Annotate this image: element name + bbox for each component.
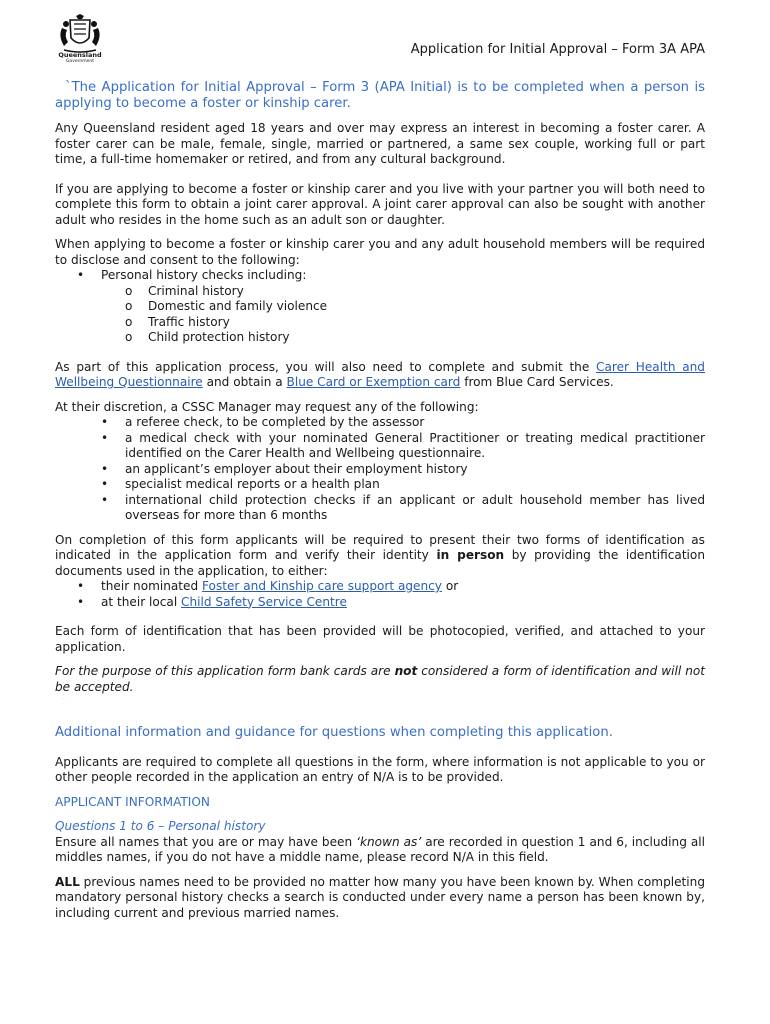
text-span: Ensure all names that you are or may have been bbox=[55, 834, 357, 849]
list-item: o Child protection history bbox=[55, 330, 705, 346]
discretion-list bbox=[55, 415, 705, 524]
list-item bbox=[55, 268, 705, 346]
list-item: o Traffic history bbox=[55, 315, 705, 331]
text-span: or bbox=[441, 579, 459, 593]
list-item: • international child protection checks if an applicant or adult household member has lived overseas for more than 6 months bbox=[55, 493, 705, 524]
emphasis-text: in person bbox=[436, 548, 505, 562]
text-span: and obtain a bbox=[202, 375, 287, 389]
carer-health-questionnaire-link[interactable]: Carer Health and Wellbeing Questionnaire bbox=[55, 359, 705, 389]
disclosure-list bbox=[55, 268, 705, 346]
list-item: o Criminal history bbox=[55, 284, 705, 300]
text-span: On completion of this form applicants will be required to present their two forms of identification as indicated in the application form and verify their identity bbox=[55, 532, 705, 562]
document-body bbox=[55, 80, 705, 921]
manager-discretion-paragraph: At their discretion, a CSSC Manager may request any of the following: bbox=[55, 399, 479, 414]
list-item: • a medical check with your nominated General Practitioner or treating medical practitioner identified on the Carer Health and Wellbeing questionnaire. bbox=[55, 431, 705, 462]
backtick-mark: ` bbox=[65, 80, 72, 95]
list-item: o Domestic and family violence bbox=[55, 299, 705, 315]
applicant-information-heading: APPLICANT INFORMATION bbox=[55, 794, 210, 809]
intro-statement bbox=[55, 80, 705, 112]
photocopy-paragraph: Each form of identification that has been provided will be photocopied, verified, and attached to your application. bbox=[55, 624, 705, 654]
intro-text: The Application for Initial Approval – Form 3 (APA Initial) is to be completed when a person is applying to become a foster or kinship carer. bbox=[55, 80, 705, 111]
text-span: at their local bbox=[101, 594, 182, 609]
foster-kinship-agency-link[interactable]: Foster and Kinship care support agency bbox=[202, 579, 442, 593]
list-item: • a referee check, to be completed by the assessor bbox=[55, 415, 705, 431]
page-header-title: Application for Initial Approval – Form 3A APA bbox=[410, 42, 705, 57]
joint-approval-paragraph: If you are applying to become a foster or kinship carer and you live with your partner you will both need to complete this form to obtain a joint carer approval. A joint carer approval can also be sought with another adult who resides in the home such as an adult son or daughter. bbox=[55, 181, 705, 227]
child-safety-centre-link[interactable]: Child Safety Service Centre bbox=[181, 594, 347, 609]
text-span: from Blue Card Services. bbox=[460, 375, 614, 389]
disclosure-paragraph: When applying to become a foster or kinship carer you and any adult household members will be required to disclose and consent to the following: bbox=[55, 237, 705, 267]
small-mark: · bbox=[63, 696, 65, 703]
text-span: considered a form of identification and will not be accepted. bbox=[55, 664, 705, 694]
logo-subtext: Government bbox=[65, 59, 95, 64]
completion-paragraph: Applicants are required to complete all questions in the form, where information is not applicable to you or other people recorded in the application an entry of N/A is to be provided. bbox=[55, 754, 705, 784]
presentation-list bbox=[55, 579, 705, 610]
italic-text: ‘known as’ bbox=[356, 834, 422, 849]
questions-heading: Questions 1 to 6 – Personal history bbox=[55, 819, 266, 833]
text-span: As part of this application process, you will also need to complete and submit the bbox=[55, 359, 597, 374]
text-span: are recorded in question 1 and 6, including all middles names, if you do not have a middle name, please record N/A in this field. bbox=[55, 834, 706, 864]
history-sublist bbox=[101, 284, 705, 346]
text-span: For the purpose of this application form bank cards are bbox=[55, 664, 395, 678]
emphasis-text: ALL bbox=[55, 874, 80, 889]
previous-names-paragraph bbox=[55, 875, 705, 922]
blue-card-link[interactable]: Blue Card or Exemption card bbox=[286, 375, 461, 389]
text-span: previous names need to be provided no matter how many you have been known by. When completing mandatory personal history checks a search is conducted under every name a person has been known by, including current and previous married names. bbox=[55, 874, 705, 920]
text-span: by providing the identification documents used in the application, to either: bbox=[55, 548, 705, 578]
logo-wordmark: Queensland bbox=[58, 51, 102, 59]
guidance-heading: Additional information and guidance for questions when completing this application. bbox=[55, 725, 613, 740]
eligibility-paragraph: Any Queensland resident aged 18 years and over may express an interest in becoming a foster carer. A foster carer can be male, female, single, married or partnered, a same sex couple, working full or part time, a full-time homemaker or retired, and from any cultural background. bbox=[55, 121, 705, 166]
coat-of-arms-icon bbox=[56, 14, 104, 54]
list-item: • an applicant’s employer about their employment history bbox=[55, 462, 705, 478]
identification-paragraph bbox=[55, 533, 705, 580]
known-as-paragraph bbox=[55, 835, 705, 866]
list-item: • specialist medical reports or a health plan bbox=[55, 477, 705, 493]
list-item bbox=[55, 595, 705, 611]
history-bullet-text: Personal history checks including: bbox=[101, 268, 307, 282]
emphasis-text: not bbox=[394, 664, 418, 678]
list-item bbox=[55, 579, 705, 595]
text-span: their nominated bbox=[101, 579, 203, 593]
bank-cards-note bbox=[55, 664, 705, 695]
application-process-paragraph bbox=[55, 360, 705, 391]
